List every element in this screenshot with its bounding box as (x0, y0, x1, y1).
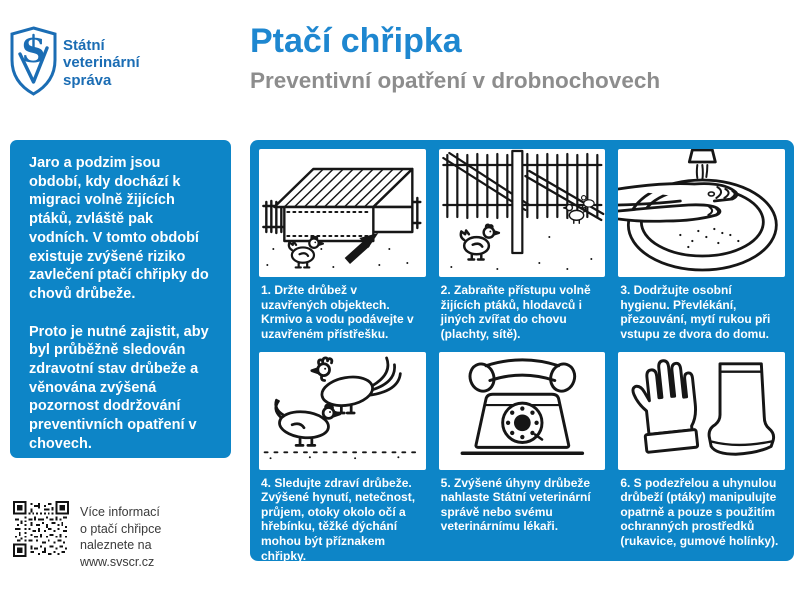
measure-card-3 (618, 149, 785, 342)
measure-caption-3: 3. Dodržujte osobní hygienu. Převlékání, přezouvání, mytí rukou při vstupu ze dvora do domu. (620, 283, 771, 341)
org-name-line: veterinární (63, 54, 140, 72)
measure-card-6 (618, 352, 785, 564)
illustration-box (439, 149, 606, 277)
measures-panel (250, 140, 794, 561)
more-info-text (80, 504, 161, 571)
measure-card-5 (439, 352, 606, 564)
hand-washing-illustration (618, 149, 785, 277)
measure-caption-4: 4. Sledujte zdraví drůbeže. Zvýšené hynutí, netečnost, průjem, otoky okolo očí a hřebínku, těžké dýchání mohou být příznakem chřipky. (261, 475, 416, 563)
illustration-box (618, 149, 785, 277)
measure-caption-1: 1. Držte drůbež v uzavřených objektech. Krmivo a vodu podávejte v uzavřeném přístřešku. (261, 283, 414, 341)
intro-paragraph-1: Jaro a podzim jsou období, kdy dochází k migraci volně žijících ptáků, zvláště pak vodních. V tomto období existuje zvýšené riziko zavlečení ptačí chřipky do chovů drůbeže. (29, 155, 209, 302)
measure-caption-6: 6. S podezřelou a uhynulou drůbeží (ptáky) manipulujte opatrně a pouze s použitím ochranných prostředků (rukavice, gumové holínky). (620, 475, 779, 548)
svg-text:S: S (21, 31, 46, 70)
svs-shield-logo-icon (10, 26, 57, 96)
org-name-line: správa (63, 71, 112, 89)
illustration-box (259, 352, 426, 470)
more-info-line: Více informací (80, 505, 160, 519)
glove-and-boot-illustration (618, 352, 785, 470)
poultry-house-illustration (259, 149, 426, 277)
illustration-box (439, 352, 606, 470)
org-name-line: Státní (63, 37, 105, 54)
measure-card-2 (439, 149, 606, 342)
page-title: Ptačí chřipka (250, 22, 462, 60)
measure-card-1 (259, 149, 426, 342)
measure-caption-5: 5. Zvýšené úhyny drůbeže nahlaste Státní veterinární správě nebo svému veterinárnímu lékaři. (440, 475, 591, 534)
measure-caption-2: 2. Zabraňte přístupu volně žijících ptáků, hlodavců i jiných zvířat do chovu (plachty, sítě). (440, 283, 591, 341)
intro-text-box (10, 140, 231, 458)
telephone-illustration (439, 352, 606, 470)
measure-card-4 (259, 352, 426, 564)
rooster-and-hen-illustration (259, 352, 426, 470)
org-name (63, 37, 140, 89)
intro-paragraph-2: Proto je nutné zajistit, aby byl průběžně sledován zdravotní stav drůbeže a věnována zvýšená pozornost dodržování preventivních opatření v chovech. (29, 323, 209, 452)
qr-code (13, 501, 69, 557)
page-subtitle: Preventivní opatření v drobnochovech (250, 68, 661, 93)
website-url: www.svscr.cz (80, 554, 155, 569)
more-info-line: naleznete na (80, 538, 152, 553)
illustration-box (259, 149, 426, 277)
illustration-box (618, 352, 785, 470)
fence-illustration (439, 149, 606, 277)
more-info-line: o ptačí chřipce (80, 521, 162, 536)
